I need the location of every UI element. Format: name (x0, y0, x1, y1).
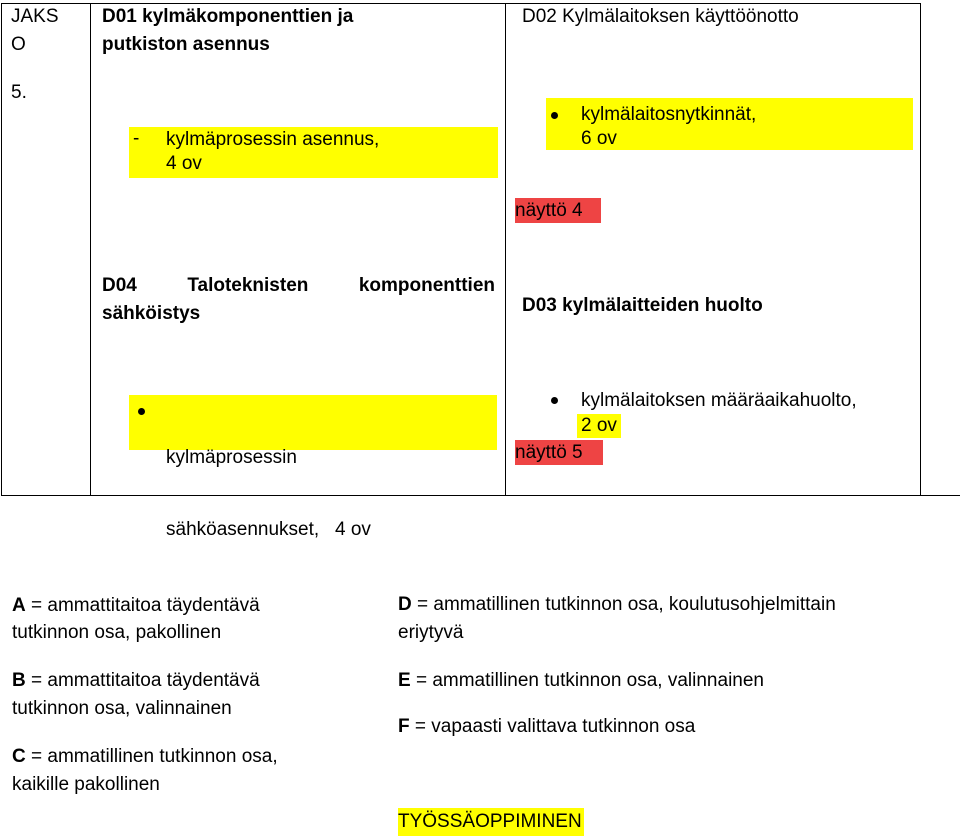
d01-title-line1: D01 kylmäkomponenttien ja (102, 6, 354, 27)
d04-title (102, 272, 495, 328)
row-number: 5. (11, 82, 27, 103)
table-right-border (920, 3, 921, 496)
legend-f-text: = vapaasti valittava tutkinnon osa (409, 716, 696, 737)
legend-b-text: = ammattitaitoa täydentävä (25, 670, 260, 691)
d01-title (102, 3, 353, 59)
legend-d (398, 591, 836, 647)
col1-header (11, 3, 59, 59)
legend-a-line1 (12, 592, 260, 619)
legend-b-key: B (12, 670, 26, 691)
bullet-icon (551, 112, 558, 119)
legend-d-line1 (398, 591, 836, 619)
d04-title-line2: sähköistys (102, 303, 201, 324)
d01-item (166, 128, 379, 176)
naytto-5-badge: näyttö 5 (515, 440, 603, 465)
d01-item-prefix: - (133, 128, 140, 149)
legend-e (398, 667, 764, 695)
d04-item (166, 398, 371, 566)
legend-b (12, 667, 260, 723)
legend-a (12, 592, 260, 646)
tyossaoppiminen-label: TYÖSSÄOPPIMINEN (398, 808, 584, 836)
d02-item-line2: 6 ov (581, 128, 617, 149)
d03-item-line1: kylmälaitoksen määräaikahuolto, (581, 390, 857, 411)
legend-a-text: = ammattitaitoa täydentävä (25, 595, 260, 616)
d04-title-code: D04 (102, 275, 137, 296)
col1-header-line2: O (11, 34, 26, 55)
legend-f (398, 713, 695, 741)
legend-e-text: = ammatillinen tutkinnon osa, valinnainen (410, 670, 764, 691)
d01-item-line1: kylmäprosessin asennus, (166, 129, 380, 150)
table-col-divider-2 (505, 3, 506, 496)
table-left-border (1, 3, 2, 496)
legend-c-line1 (12, 743, 278, 771)
d04-title-word3: komponenttien (358, 275, 495, 296)
d04-title-line1 (102, 272, 495, 300)
table-bottom-border (1, 495, 960, 496)
bullet-icon (138, 408, 145, 415)
col1-header-line1: JAKS (11, 6, 59, 27)
legend-a-key: A (12, 595, 26, 616)
legend-c-line2: kaikille pakollinen (12, 774, 160, 795)
legend-d-key: D (398, 594, 412, 615)
d03-item-line2: 2 ov (577, 414, 621, 438)
legend-a-line2: tutkinnon osa, pakollinen (12, 622, 222, 643)
legend-b-line1 (12, 667, 260, 695)
d02-item-line1: kylmälaitosnytkinnät, (581, 104, 757, 125)
legend-c-text: = ammatillinen tutkinnon osa, (25, 746, 278, 767)
d04-item-line1: kylmäprosessin (166, 447, 297, 468)
naytto-4-badge: näyttö 4 (515, 198, 601, 223)
d02-item (581, 103, 756, 151)
legend-e-key: E (398, 670, 411, 691)
d04-title-word2: Taloteknisten (187, 275, 309, 296)
d03-title: D03 kylmälaitteiden huolto (522, 295, 763, 316)
legend-c (12, 743, 278, 799)
d04-item-line2: sähköasennukset, 4 ov (166, 519, 371, 540)
legend-f-key: F (398, 716, 410, 737)
d01-title-line2: putkiston asennus (102, 34, 270, 55)
legend-d-text: = ammatillinen tutkinnon osa, koulutusohjelmittain (411, 594, 836, 615)
legend-c-key: C (12, 746, 26, 767)
d02-title: D02 Kylmälaitoksen käyttöönotto (522, 6, 799, 27)
bullet-icon (551, 397, 558, 404)
legend-b-line2: tutkinnon osa, valinnainen (12, 698, 232, 719)
legend-d-line2: eriytyvä (398, 622, 464, 643)
d01-item-line2: 4 ov (166, 153, 202, 174)
table-col-divider-1 (90, 3, 91, 496)
